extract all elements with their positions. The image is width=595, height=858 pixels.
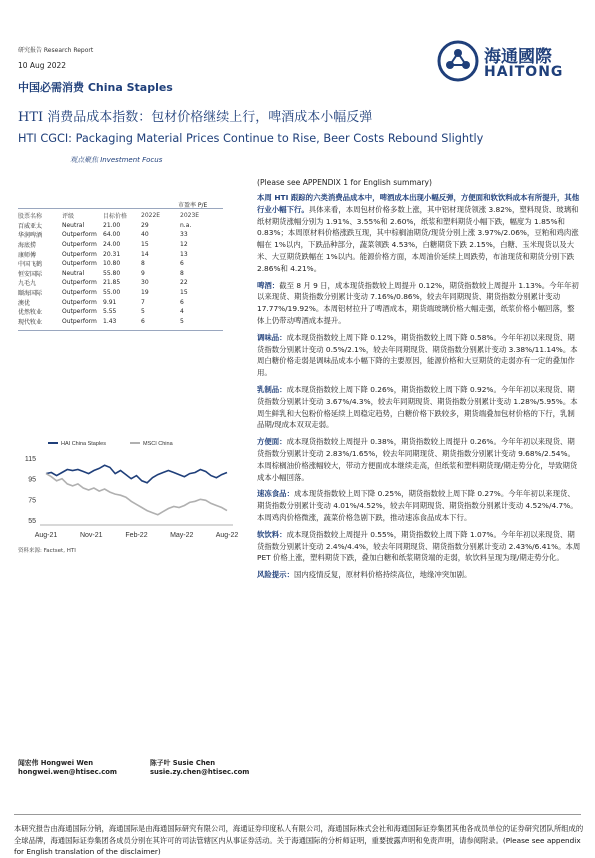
cell: 33 [180, 231, 188, 239]
cell: Outperform [62, 308, 97, 316]
cell: 29 [141, 221, 149, 229]
frozen-label: 速冻食品： [257, 489, 294, 499]
y-tick-label: 55 [28, 517, 36, 525]
cell: 14 [141, 250, 149, 258]
table-top-rule [18, 208, 223, 209]
cell: 5.55 [103, 308, 117, 316]
cell: 8 [180, 269, 184, 277]
cell: 康师傅 [18, 251, 37, 259]
cell: 澳优 [18, 299, 31, 307]
cell: 9.91 [103, 298, 117, 306]
cell: Outperform [62, 260, 97, 268]
table-row [18, 221, 223, 231]
paragraph-risk [257, 569, 581, 581]
dairy-text: 成本现货指数较上周下降 0.26%，期货指数较上周下降 0.92%。今年年初以来现货、期货指数分别累计变动 3.67%/4.3%，较去年同期现货、期货指数分别累计变动 1.28%/5.95%。本周生鲜乳和大包粉价格延续上周稳定趋势，白糖价格下跌较多，期货端叠加包材价格的下行，乳制品期/现成本双双走弱。 [257, 384, 578, 430]
table-row [18, 269, 223, 279]
x-tick-label: Feb-22 [125, 532, 148, 539]
beer-text: 截至 8 月 9 日，成本现货指数较上周提升 0.12%，期货指数较上周提升 1.13%。今年年初以来现货、期货指数分别累计变动 7.16%/0.86%，较去年同期现货、期货指数分别累计变动 17.77%/19.92%。本周铝材拉升了啤酒成本，期货端玻璃价格大幅走强，纸浆价格小幅回落，整体上仍带动啤酒成本提升。 [257, 280, 579, 325]
y-tick-label: 95 [28, 476, 36, 484]
cell: 8 [141, 260, 145, 268]
condiment-label: 调味品： [257, 332, 287, 342]
table-row [18, 259, 223, 269]
cell: 30 [141, 279, 149, 287]
cell: 1.43 [103, 317, 117, 325]
chart-source: 资料来源: Factset, HTI [18, 548, 76, 554]
cell: 19 [141, 289, 149, 297]
paragraph-overview [257, 192, 581, 275]
stock-table [18, 211, 223, 326]
y-tick-label: 115 [24, 456, 36, 464]
title-en: HTI CGCI: Packaging Material Prices Continue to Rise, Beer Costs Rebound Slightly [18, 132, 484, 145]
cell: 20.31 [103, 250, 121, 258]
cell: n.a. [180, 221, 192, 229]
cell: 中国飞鹤 [18, 261, 43, 269]
paragraph-condiment [257, 332, 581, 379]
cell: 55.80 [103, 269, 121, 277]
col-header: 股票名称 [18, 213, 43, 221]
analyst-email[interactable]: hongwei.wen@htisec.com [18, 768, 118, 776]
cell: Outperform [62, 289, 97, 297]
cell: 15 [141, 241, 149, 249]
cell: 7 [141, 298, 145, 306]
summary-body [257, 192, 581, 581]
cell: 百威亚太 [18, 222, 43, 230]
logo-text-cn: 海通國際 [484, 47, 552, 67]
cell: 九毛九 [18, 280, 37, 288]
table-row [18, 240, 223, 250]
analyst-email[interactable]: susie.zy.chen@htisec.com [150, 768, 250, 776]
analyst-name: 陈子叶 Susie Chen [150, 759, 216, 767]
y-tick-label: 75 [28, 497, 36, 505]
paragraph-beer [257, 280, 581, 327]
cell: 12 [180, 241, 188, 249]
cell: 24.00 [103, 241, 121, 249]
investment-focus: 观点聚焦 Investment Focus [70, 156, 163, 164]
condiment-text: 成本现货指数较上周下降 0.12%，期货指数较上周下降 0.58%。今年年初以来现货、期货指数分别累计变动 0.5%/2.1%，较去年同期现货、期货指数分别累计变动 3.38%/11.14%。本周白糖价格走弱是调味品成本小幅下降的主要原因，能源价格和大豆期货的走弱亦有一定的叠加作用。 [257, 332, 578, 378]
cell: 13 [180, 250, 188, 258]
cell: Outperform [62, 279, 97, 287]
cell: 64.00 [103, 231, 121, 239]
table-row [18, 230, 223, 240]
cell: 5 [180, 317, 184, 325]
cell: 22 [180, 279, 188, 287]
paragraph-noodle [257, 436, 581, 483]
cell: 6 [180, 298, 184, 306]
overview-lead: 本周 HTI 跟踪的六类消费品成本中，啤酒成本出现小幅反弹，方便面和软饮料成本有所提升，其他行业小幅下行。 [257, 193, 580, 214]
cell: 55.00 [103, 289, 121, 297]
pe-label: 市盈率 P/E [178, 202, 208, 209]
cell: 优然牧业 [18, 309, 43, 317]
x-tick-label: Aug-21 [34, 532, 58, 539]
cell: Outperform [62, 231, 97, 239]
report-date: 10 Aug 2022 [18, 61, 67, 70]
x-tick-label: Nov-21 [79, 532, 103, 539]
cell: 9 [141, 269, 145, 277]
cell: 21.85 [103, 279, 121, 287]
risk-text: 国内疫情反复，原材料价格持续高位，地缘冲突加剧。 [293, 570, 472, 580]
report-type: 研究报告 Research Report [18, 47, 94, 54]
col-header: 目标价格 [103, 213, 128, 221]
series-line [46, 474, 227, 515]
legend-label: HAI China Staples [61, 441, 106, 447]
cell: 6 [180, 260, 184, 268]
cell: 现代牧业 [18, 318, 43, 326]
cell: 6 [141, 317, 145, 325]
cell: 海底捞 [18, 242, 37, 250]
cell: Outperform [62, 317, 97, 325]
sector-title: 中国必需消费 China Staples [18, 81, 173, 94]
noodle-label: 方便面： [257, 437, 287, 447]
legend-label: MSCI China [143, 441, 173, 447]
title-cn: HTI 消费品成本指数：包材价格继续上行，啤酒成本小幅反弹 [18, 110, 373, 125]
cell: Outperform [62, 250, 97, 258]
paragraph-dairy [257, 384, 581, 431]
table-row [18, 297, 223, 307]
cell: Neutral [62, 221, 85, 229]
table-header-row [18, 211, 223, 221]
col-header: 2023E [180, 212, 200, 220]
cell: 21.00 [103, 221, 121, 229]
cell: 恒安国际 [18, 270, 43, 278]
overview-body: 具体来看，本周包材价格多数上涨，其中铝材现货领涨 3.82%，塑料现货、玻璃和纸材期货涨幅分别为 1.91%、3.55%和 2.60%，纸浆和塑料期货小幅下跌，幅度为 1.85%和 0.83%；本周原材料价格涨跌互现，其中棕榈油期货/现货分别上涨 3.97%/2.06%，豆粕和鸡肉涨幅在 1%以内，下跌品种部分，蔬菜领跌 4.53%，白糖期货下跌 2.15%，白糖、玉米现货以及大米、大豆期货跌幅在 1%以内。能源价格方面，本周油价延续上周跌势，布油现货和期货分别下跌 2.86%和 4.21%。 [257, 204, 579, 273]
cell: 5 [141, 308, 145, 316]
cell: 40 [141, 231, 149, 239]
soft-drink-text: 成本现货指数较上周提升 0.55%，期货指数较上周下降 1.07%。今年年初以来现货、期货指数分别累计变动 2.4%/4.4%，较去年同期现货、期货指数分别累计变动 2.43%/6.41%。本周 PET 价格上涨，塑料期货下跌，叠加白糖和纸浆期货端的走弱，软饮料呈现为现/期走势分化。 [257, 529, 581, 563]
noodle-text: 成本现货指数较上周提升 0.38%，期货指数较上周提升 0.26%。今年年初以来现货、期货指数分别累计变动 2.83%/1.65%，较去年同期现货、期货指数分别累计变动 9.68%/2.54%。本周棕榈油价格涨幅较大，带动方便面成本继续走高，但纸浆和塑料期货现/期走势分化，导致期货成本小幅回落。 [257, 437, 578, 482]
soft-drink-label: 软饮料： [257, 529, 287, 539]
footer-disclaimer: 本研究报告由海通国际分销，海通国际是由海通国际研究有限公司，海通证券印度私人有限公司，海通国际株式会社和海通国际证券集团其他各成员单位的证券研究团队所组成的全球品牌，海通国际证券集团各成员分别在其许可的司法管辖区内从事证券活动。关于海通国际的分析师证明，重要披露声明和免责声明，请参阅附录。(Please see appendix for English translation of the disclaimer) [14, 824, 584, 856]
footer-rule [14, 814, 581, 815]
price-chart [18, 435, 243, 550]
logo-text-en: HAITONG [484, 64, 564, 80]
risk-label: 风险提示： [257, 570, 294, 580]
col-header: 评级 [62, 213, 75, 221]
table-row [18, 278, 223, 288]
analyst-name: 闻宏伟 Hongwei Wen [18, 759, 94, 767]
frozen-text: 成本现货指数较上周下降 0.25%，期货指数较上周下降 0.27%。今年年初以来现货、期货指数分别累计变动 4.01%/4.52%，较去年同期现货、期货指数分别累计变动 4.52%/4.7%。本周鸡肉价格微涨，蔬菜价格急剧下跌，推动速冻食品成本下行。 [257, 489, 578, 522]
paragraph-soft-drink [257, 529, 581, 564]
dairy-label: 乳制品： [257, 384, 287, 394]
cell: 华润啤酒 [18, 232, 43, 240]
cell: 颐海国际 [18, 290, 43, 298]
x-tick-label: Aug-22 [215, 532, 239, 539]
appendix-note: (Please see APPENDIX 1 for English summary) [257, 178, 432, 187]
cell: 10.80 [103, 260, 121, 268]
series-line [46, 465, 227, 483]
haitong-logo [437, 40, 479, 82]
col-header: 2022E [141, 212, 161, 220]
table-bottom-rule [18, 330, 223, 331]
cell: 4 [180, 308, 184, 316]
cell: Outperform [62, 298, 97, 306]
table-row [18, 249, 223, 259]
table-row [18, 317, 223, 327]
cell: Outperform [62, 241, 97, 249]
table-row [18, 288, 223, 298]
beer-label: 啤酒： [257, 280, 280, 290]
cell: Neutral [62, 269, 85, 277]
x-tick-label: May-22 [170, 532, 194, 539]
paragraph-frozen [257, 488, 581, 523]
haitong-logo-icon [437, 40, 479, 82]
cell: 15 [180, 289, 188, 297]
table-row [18, 307, 223, 317]
